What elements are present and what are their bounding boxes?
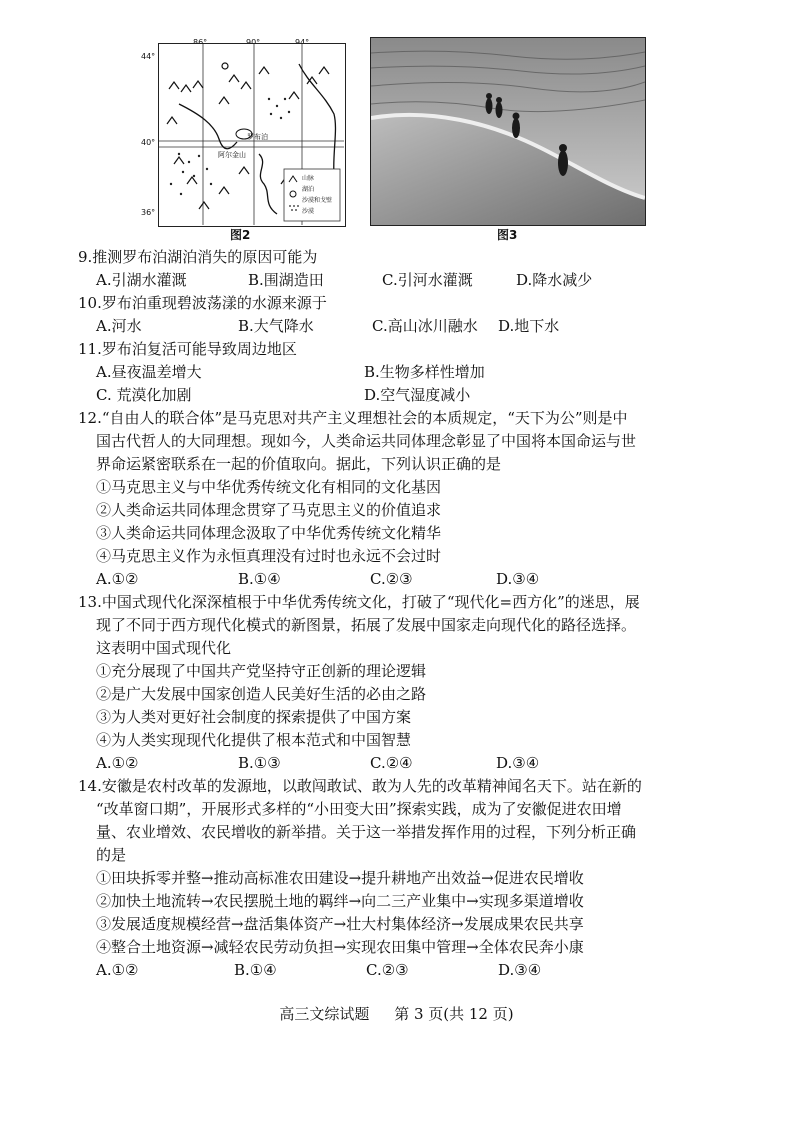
question-9-stem: 9.推测罗布泊湖泊消失的原因可能为 [78,248,318,266]
legend-desert: 沙漠 [302,208,315,215]
legend-lake: 湖泊 [302,186,315,193]
statement: ④马克思主义作为永恒真理没有过时也永远不会过时 [96,547,442,565]
statement: ②是广大发展中国家创造人民美好生活的必由之路 [96,685,427,703]
figures-area [0,0,793,250]
question-13-stem: 13.中国式现代化深深植根于中华优秀传统文化，打破了“现代化=西方化”的迷思，展 [78,593,640,611]
option-d: D.③④ [498,961,542,979]
statement: ①马克思主义与中华优秀传统文化有相同的文化基因 [96,478,442,496]
legend-gobi: 沙漠和戈壁 [302,197,333,204]
option-c: C.②④ [370,754,413,772]
option-a: A.①② [96,754,139,772]
question-14-stem: 的是 [96,846,127,864]
option-b: B.①④ [234,961,277,979]
question-14-stem: “改革窗口期”，开展形式多样的“小田变大田”探索实践，成为了安徽促进农田增 [96,800,622,818]
option-a: A.河水 [96,317,142,335]
question-12-stem: 界命运紧密联系在一起的价值取向。据此，下列认识正确的是 [96,455,502,473]
photo-drawing [371,38,645,225]
option-d: D.③④ [496,754,540,772]
question-13-stem: 现了不同于西方现代化模式的新图景，拓展了发展中国家走向现代化的路径选择。 [96,616,637,634]
question-14-stem: 量、农业增效、农民增收的新举措。关于这一举措发挥作用的过程，下列分析正确 [96,823,637,841]
page-number: 第 3 页(共 12 页) [394,1005,514,1023]
statement: ①田块拆零并整→推动高标准农田建设→提升耕地产出效益→促进农民增收 [96,869,584,887]
question-12-stem: 12.“自由人的联合体”是马克思对共产主义理想社会的本质规定，“天下为公”则是中 [78,409,628,427]
option-a: A.引湖水灌溉 [96,271,187,289]
latitude-label: 40° [141,138,156,147]
option-b: B.大气降水 [238,317,314,335]
option-c: C.引河水灌溉 [382,271,473,289]
map-label-lop-nur: 罗布泊 [247,133,268,141]
question-14-options [78,959,718,982]
option-d: D.降水减少 [516,271,593,289]
question-11-stem: 11.罗布泊复活可能导致周边地区 [78,340,297,358]
latitude-label: 36° [141,208,156,217]
question-12-options [78,568,718,591]
question-11-options-row2 [78,384,718,407]
option-a: A.①② [96,961,139,979]
map-label-altun: 阿尔金山 [218,151,246,159]
question-11-options-row1 [78,361,718,384]
legend-mountain: 山脉 [302,175,315,182]
statement: ②人类命运共同体理念贯穿了马克思主义的价值追求 [96,501,442,519]
option-b: B.生物多样性增加 [364,363,485,381]
page-footer [0,1003,793,1024]
statement: ②加快土地流转→农民摆脱土地的羁绊→向二三产业集中→实现多渠道增收 [96,892,584,910]
option-c: C. 荒漠化加剧 [96,386,192,404]
figure-3-caption: 图3 [497,228,518,242]
option-d: D.③④ [496,570,540,588]
option-b: B.①④ [238,570,281,588]
option-d: D.地下水 [498,317,560,335]
exam-title: 高三文综试题 [279,1005,370,1023]
option-c: C.②③ [366,961,409,979]
statement: ①充分展现了中国共产党坚持守正创新的理论逻辑 [96,662,427,680]
option-b: B.围湖造田 [248,271,324,289]
question-10-stem: 10.罗布泊重现碧波荡漾的水源来源于 [78,294,327,312]
option-a: A.①② [96,570,139,588]
question-13-options [78,752,718,775]
lake-shore-photo [370,37,646,226]
question-10-options [78,315,718,338]
question-12-stem: 国古代哲人的大同理想。现如今，人类命运共同体理念彰显了中国将本国命运与世 [96,432,637,450]
question-text [78,246,718,982]
option-c: C.高山冰川融水 [372,317,478,335]
statement: ④为人类实现现代化提供了根本范式和中国智慧 [96,731,412,749]
figure-2-caption: 图2 [230,228,251,242]
latitude-label: 44° [141,52,156,61]
option-c: C.②③ [370,570,413,588]
statement: ③人类命运共同体理念汲取了中华优秀传统文化精华 [96,524,442,542]
statement: ③为人类对更好社会制度的探索提供了中国方案 [96,708,412,726]
option-a: A.昼夜温差增大 [96,363,202,381]
question-9-options [78,269,718,292]
question-14-stem: 14.安徽是农村改革的发源地，以敢闯敢试、敢为人先的改革精神闻名天下。站在新的 [78,777,642,795]
question-13-stem: 这表明中国式现代化 [96,639,232,657]
statement: ④整合土地资源→减轻农民劳动负担→实现农田集中管理→全体农民奔小康 [96,938,584,956]
option-d: D.空气湿度减小 [364,386,471,404]
statement: ③发展适度规模经营→盘活集体资产→壮大村集体经济→发展成果农民共享 [96,915,584,933]
option-b: B.①③ [238,754,281,772]
